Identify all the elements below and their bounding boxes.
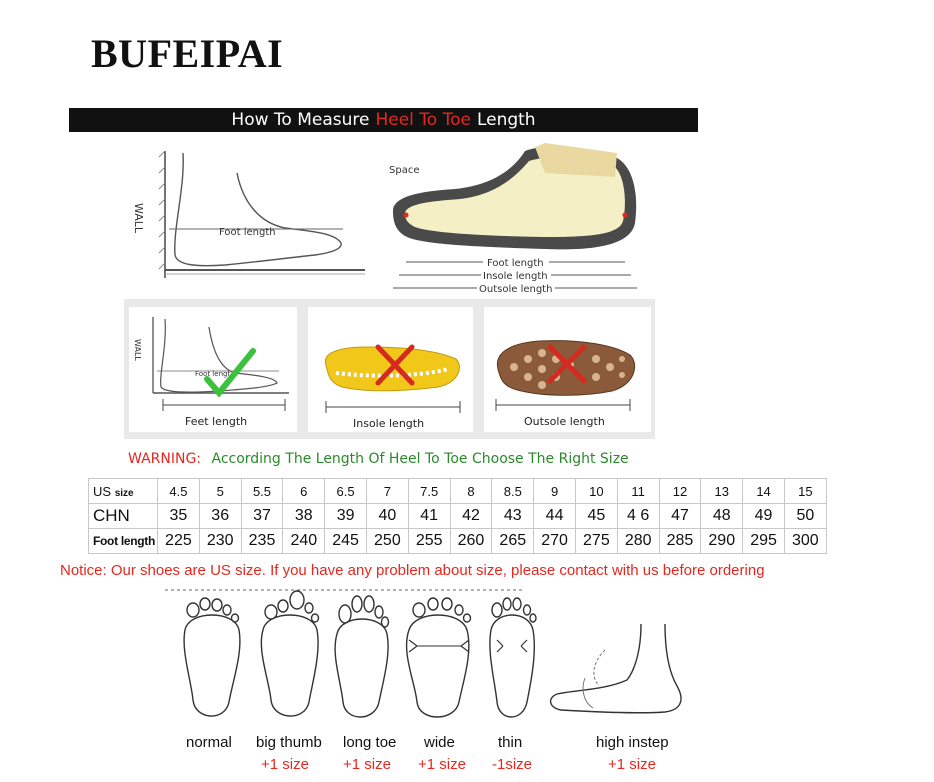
foot-type-label-normal: normal bbox=[186, 734, 232, 751]
size-cell-us: 14 bbox=[743, 479, 785, 504]
size-cell-chn: 48 bbox=[701, 504, 743, 529]
size-cell-us: 8 bbox=[450, 479, 492, 504]
size-cell-us: 7.5 bbox=[408, 479, 450, 504]
method-outsole-svg bbox=[484, 307, 651, 432]
banner-text-pre: How To Measure bbox=[231, 110, 370, 130]
method-wall-label: WALL bbox=[133, 339, 142, 361]
size-cell-us: 6.5 bbox=[325, 479, 367, 504]
size-cell-foot-length: 230 bbox=[199, 529, 241, 554]
foot-length-header: Foot length bbox=[89, 529, 158, 554]
size-cell-us: 15 bbox=[784, 479, 826, 504]
foot-type-size-long-toe: +1 size bbox=[343, 756, 391, 773]
size-cell-foot-length: 270 bbox=[534, 529, 576, 554]
size-cell-us: 11 bbox=[617, 479, 659, 504]
size-cell-foot-length: 290 bbox=[701, 529, 743, 554]
size-cell-us: 12 bbox=[659, 479, 701, 504]
size-cell-us: 5 bbox=[199, 479, 241, 504]
brand-title: BUFEIPAI bbox=[91, 31, 284, 76]
us-header-small: size bbox=[114, 487, 134, 499]
foot-big-thumb-icon bbox=[261, 615, 318, 716]
methods-panel bbox=[124, 299, 655, 439]
foot-type-label-high-instep: high instep bbox=[596, 734, 669, 751]
foot-long-toe-icon bbox=[335, 619, 388, 717]
foot-wide-icon bbox=[407, 615, 469, 717]
measure-diagram bbox=[125, 133, 655, 298]
size-cell-chn: 50 bbox=[784, 504, 826, 529]
foot-high-instep-icon bbox=[551, 624, 681, 713]
size-cell-chn: 39 bbox=[325, 504, 367, 529]
banner-text-highlight: Heel To Toe bbox=[375, 110, 471, 130]
size-cell-foot-length: 260 bbox=[450, 529, 492, 554]
method-insole-svg bbox=[308, 307, 473, 432]
size-cell-chn: 38 bbox=[283, 504, 325, 529]
warning-label: WARNING: bbox=[128, 451, 202, 467]
foot-type-size-wide: +1 size bbox=[418, 756, 466, 773]
foot-type-label-big-thumb: big thumb bbox=[256, 734, 322, 751]
size-cell-chn: 45 bbox=[575, 504, 617, 529]
size-cell-foot-length: 275 bbox=[575, 529, 617, 554]
foot-type-label-wide: wide bbox=[424, 734, 455, 751]
foot-type-size-big-thumb: +1 size bbox=[261, 756, 309, 773]
size-cell-foot-length: 225 bbox=[158, 529, 200, 554]
size-cell-chn: 44 bbox=[534, 504, 576, 529]
notice-text: Notice: Our shoes are US size. If you have any problem about size, please contact with us before ordering bbox=[60, 562, 765, 579]
size-cell-chn: 37 bbox=[241, 504, 283, 529]
measure-diagram-svg bbox=[125, 133, 655, 298]
toes-long-toe-icon bbox=[339, 596, 389, 627]
size-cell-chn: 35 bbox=[158, 504, 200, 529]
foot-types-section bbox=[165, 586, 725, 588]
foot-type-size-thin: -1size bbox=[492, 756, 533, 773]
space-label: Space bbox=[389, 165, 420, 176]
size-cell-chn: 36 bbox=[199, 504, 241, 529]
method-card-insole bbox=[308, 307, 473, 432]
size-cell-chn: 43 bbox=[492, 504, 534, 529]
method-card-outsole bbox=[484, 307, 651, 432]
warning-line bbox=[128, 451, 629, 467]
size-cell-us: 6 bbox=[283, 479, 325, 504]
size-cell-foot-length: 250 bbox=[366, 529, 408, 554]
size-cell-us: 7 bbox=[366, 479, 408, 504]
size-cell-us: 10 bbox=[575, 479, 617, 504]
outsole-length-label: Outsole length bbox=[479, 284, 553, 295]
size-cell-chn: 41 bbox=[408, 504, 450, 529]
size-table bbox=[88, 478, 827, 554]
foot-types-svg bbox=[165, 590, 725, 730]
size-cell-foot-length: 300 bbox=[784, 529, 826, 554]
size-cell-chn: 47 bbox=[659, 504, 701, 529]
us-header bbox=[89, 479, 158, 504]
banner-text-post: Length bbox=[476, 110, 536, 130]
size-cell-us: 13 bbox=[701, 479, 743, 504]
size-cell-chn: 49 bbox=[743, 504, 785, 529]
table-row-foot-length bbox=[89, 529, 827, 554]
method-caption-outsole: Outsole length bbox=[524, 415, 605, 428]
insole-length-label: Insole length bbox=[483, 271, 548, 282]
size-cell-us: 9 bbox=[534, 479, 576, 504]
foot-type-label-long-toe: long toe bbox=[343, 734, 397, 751]
method-feet-svg bbox=[129, 307, 297, 432]
size-cell-foot-length: 295 bbox=[743, 529, 785, 554]
method-card-feet bbox=[129, 307, 297, 432]
size-cell-foot-length: 280 bbox=[617, 529, 659, 554]
size-cell-foot-length: 235 bbox=[241, 529, 283, 554]
foot-outline bbox=[175, 153, 341, 266]
size-cell-us: 8.5 bbox=[492, 479, 534, 504]
shoe-foot-length-label: Foot length bbox=[487, 258, 544, 269]
foot-length-label: Foot length bbox=[219, 227, 276, 238]
size-cell-foot-length: 285 bbox=[659, 529, 701, 554]
warning-text: According The Length Of Heel To Toe Choose The Right Size bbox=[211, 451, 629, 467]
method-foot-inner-label: Foot lengt bbox=[195, 370, 231, 378]
table-row-us bbox=[89, 479, 827, 504]
wall-label: WALL bbox=[132, 203, 145, 234]
size-cell-us: 4.5 bbox=[158, 479, 200, 504]
size-cell-chn: 40 bbox=[366, 504, 408, 529]
foot-thin-icon bbox=[490, 615, 534, 717]
toes-big-thumb-icon bbox=[265, 591, 319, 622]
size-cell-chn: 42 bbox=[450, 504, 492, 529]
foot-type-size-high-instep: +1 size bbox=[608, 756, 656, 773]
size-cell-foot-length: 245 bbox=[325, 529, 367, 554]
method-caption-feet: Feet length bbox=[185, 415, 248, 428]
size-cell-foot-length: 255 bbox=[408, 529, 450, 554]
size-cell-us: 5.5 bbox=[241, 479, 283, 504]
size-cell-foot-length: 240 bbox=[283, 529, 325, 554]
chn-header: CHN bbox=[89, 504, 158, 529]
foot-normal-icon bbox=[184, 615, 240, 716]
us-header-label: US bbox=[93, 483, 112, 499]
size-cell-chn: 4 6 bbox=[617, 504, 659, 529]
size-cell-foot-length: 265 bbox=[492, 529, 534, 554]
table-row-chn bbox=[89, 504, 827, 529]
foot-type-label-thin: thin bbox=[498, 734, 523, 751]
method-caption-insole: Insole length bbox=[353, 417, 425, 430]
measure-banner bbox=[69, 108, 698, 132]
